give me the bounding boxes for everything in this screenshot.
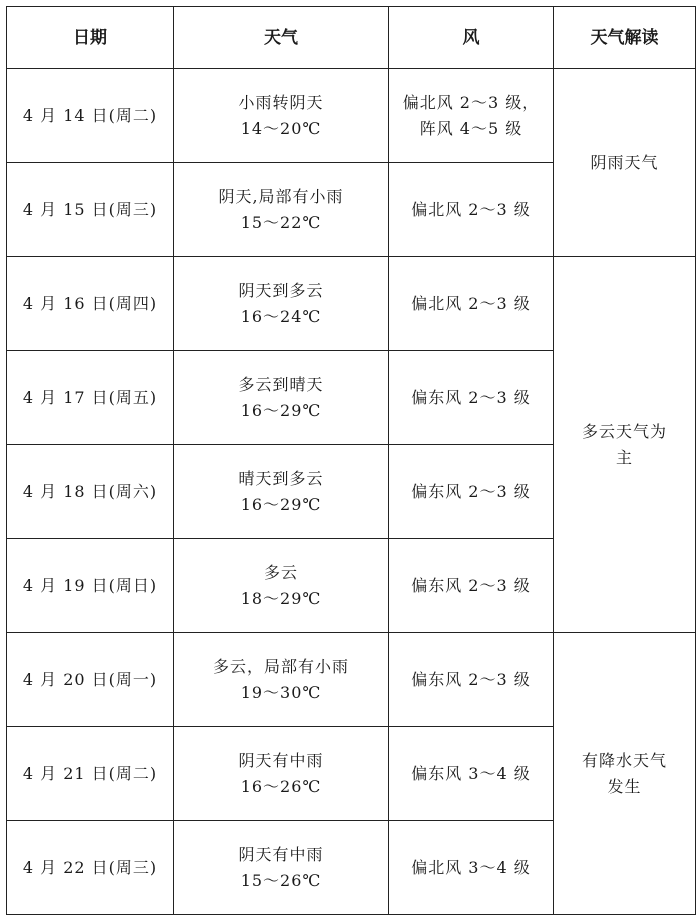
weather-cell: [174, 445, 389, 539]
wind-text: 偏东风 2～3 级: [411, 669, 531, 689]
wind-cell: [389, 257, 554, 351]
weather-description: 小雨转阴天: [238, 92, 324, 112]
wind-text: 偏东风 2～3 级: [411, 575, 531, 595]
temperature-range: 15～22℃: [240, 212, 322, 232]
wind-text: 偏东风 3～4 级: [411, 763, 531, 783]
wind-text: 阵风 4～5 级: [419, 118, 523, 138]
table-row: [7, 257, 696, 351]
weather-cell: [174, 163, 389, 257]
header-row: [7, 7, 696, 69]
weather-cell: [174, 727, 389, 821]
date-cell: 4 月 22 日(周三): [7, 821, 174, 915]
weather-description: 多云到晴天: [238, 374, 324, 394]
temperature-range: 16～29℃: [240, 400, 322, 420]
date-cell: 4 月 15 日(周三): [7, 163, 174, 257]
table-row: [7, 633, 696, 727]
interpretation-text: 发生: [607, 776, 642, 796]
date-cell: 4 月 20 日(周一): [7, 633, 174, 727]
date-cell: 4 月 14 日(周二): [7, 69, 174, 163]
weather-cell: [174, 633, 389, 727]
weather-description: 阴天,局部有小雨: [218, 186, 344, 206]
wind-cell: [389, 69, 554, 163]
temperature-range: 16～24℃: [240, 306, 322, 326]
weather-description: 阴天有中雨: [238, 750, 324, 770]
interpretation-cell: [554, 69, 696, 257]
weather-description: 晴天到多云: [238, 468, 324, 488]
temperature-range: 18～29℃: [240, 588, 322, 608]
temperature-range: 16～26℃: [240, 776, 322, 796]
date-cell: 4 月 16 日(周四): [7, 257, 174, 351]
table-row: [7, 69, 696, 163]
date-cell: 4 月 17 日(周五): [7, 351, 174, 445]
date-cell: 4 月 18 日(周六): [7, 445, 174, 539]
wind-cell: [389, 539, 554, 633]
header-interpretation: 天气解读: [554, 7, 696, 69]
wind-cell: [389, 727, 554, 821]
temperature-range: 14～20℃: [240, 118, 322, 138]
wind-cell: [389, 445, 554, 539]
wind-cell: [389, 633, 554, 727]
wind-cell: [389, 821, 554, 915]
weather-cell: [174, 821, 389, 915]
wind-text: 偏北风 3～4 级: [411, 857, 531, 877]
weather-description: 阴天到多云: [238, 280, 324, 300]
temperature-range: 15～26℃: [240, 870, 322, 890]
wind-text: 偏东风 2～3 级: [411, 387, 531, 407]
weather-cell: [174, 539, 389, 633]
weather-cell: [174, 69, 389, 163]
interpretation-text: 多云天气为: [581, 421, 667, 441]
temperature-range: 19～30℃: [240, 682, 322, 702]
wind-text: 偏北风 2～3 级，: [402, 92, 540, 112]
wind-text: 偏北风 2～3 级: [411, 293, 531, 313]
header-date: 日期: [7, 7, 174, 69]
wind-text: 偏东风 2～3 级: [411, 481, 531, 501]
forecast-body: [7, 69, 696, 915]
weather-cell: [174, 257, 389, 351]
weather-cell: [174, 351, 389, 445]
header-weather: 天气: [174, 7, 389, 69]
wind-cell: [389, 163, 554, 257]
date-cell: 4 月 21 日(周二): [7, 727, 174, 821]
wind-text: 偏北风 2～3 级: [411, 199, 531, 219]
weather-description: 多云: [263, 562, 298, 582]
weather-forecast-table: [6, 6, 696, 915]
date-cell: 4 月 19 日(周日): [7, 539, 174, 633]
interpretation-text: 有降水天气: [581, 750, 667, 770]
weather-description: 多云，局部有小雨: [212, 656, 349, 676]
interpretation-cell: [554, 633, 696, 915]
wind-cell: [389, 351, 554, 445]
interpretation-cell: [554, 257, 696, 633]
interpretation-text: 阴雨天气: [590, 152, 659, 172]
header-wind: 风: [389, 7, 554, 69]
interpretation-text: 主: [615, 447, 633, 467]
temperature-range: 16～29℃: [240, 494, 322, 514]
weather-description: 阴天有中雨: [238, 844, 324, 864]
